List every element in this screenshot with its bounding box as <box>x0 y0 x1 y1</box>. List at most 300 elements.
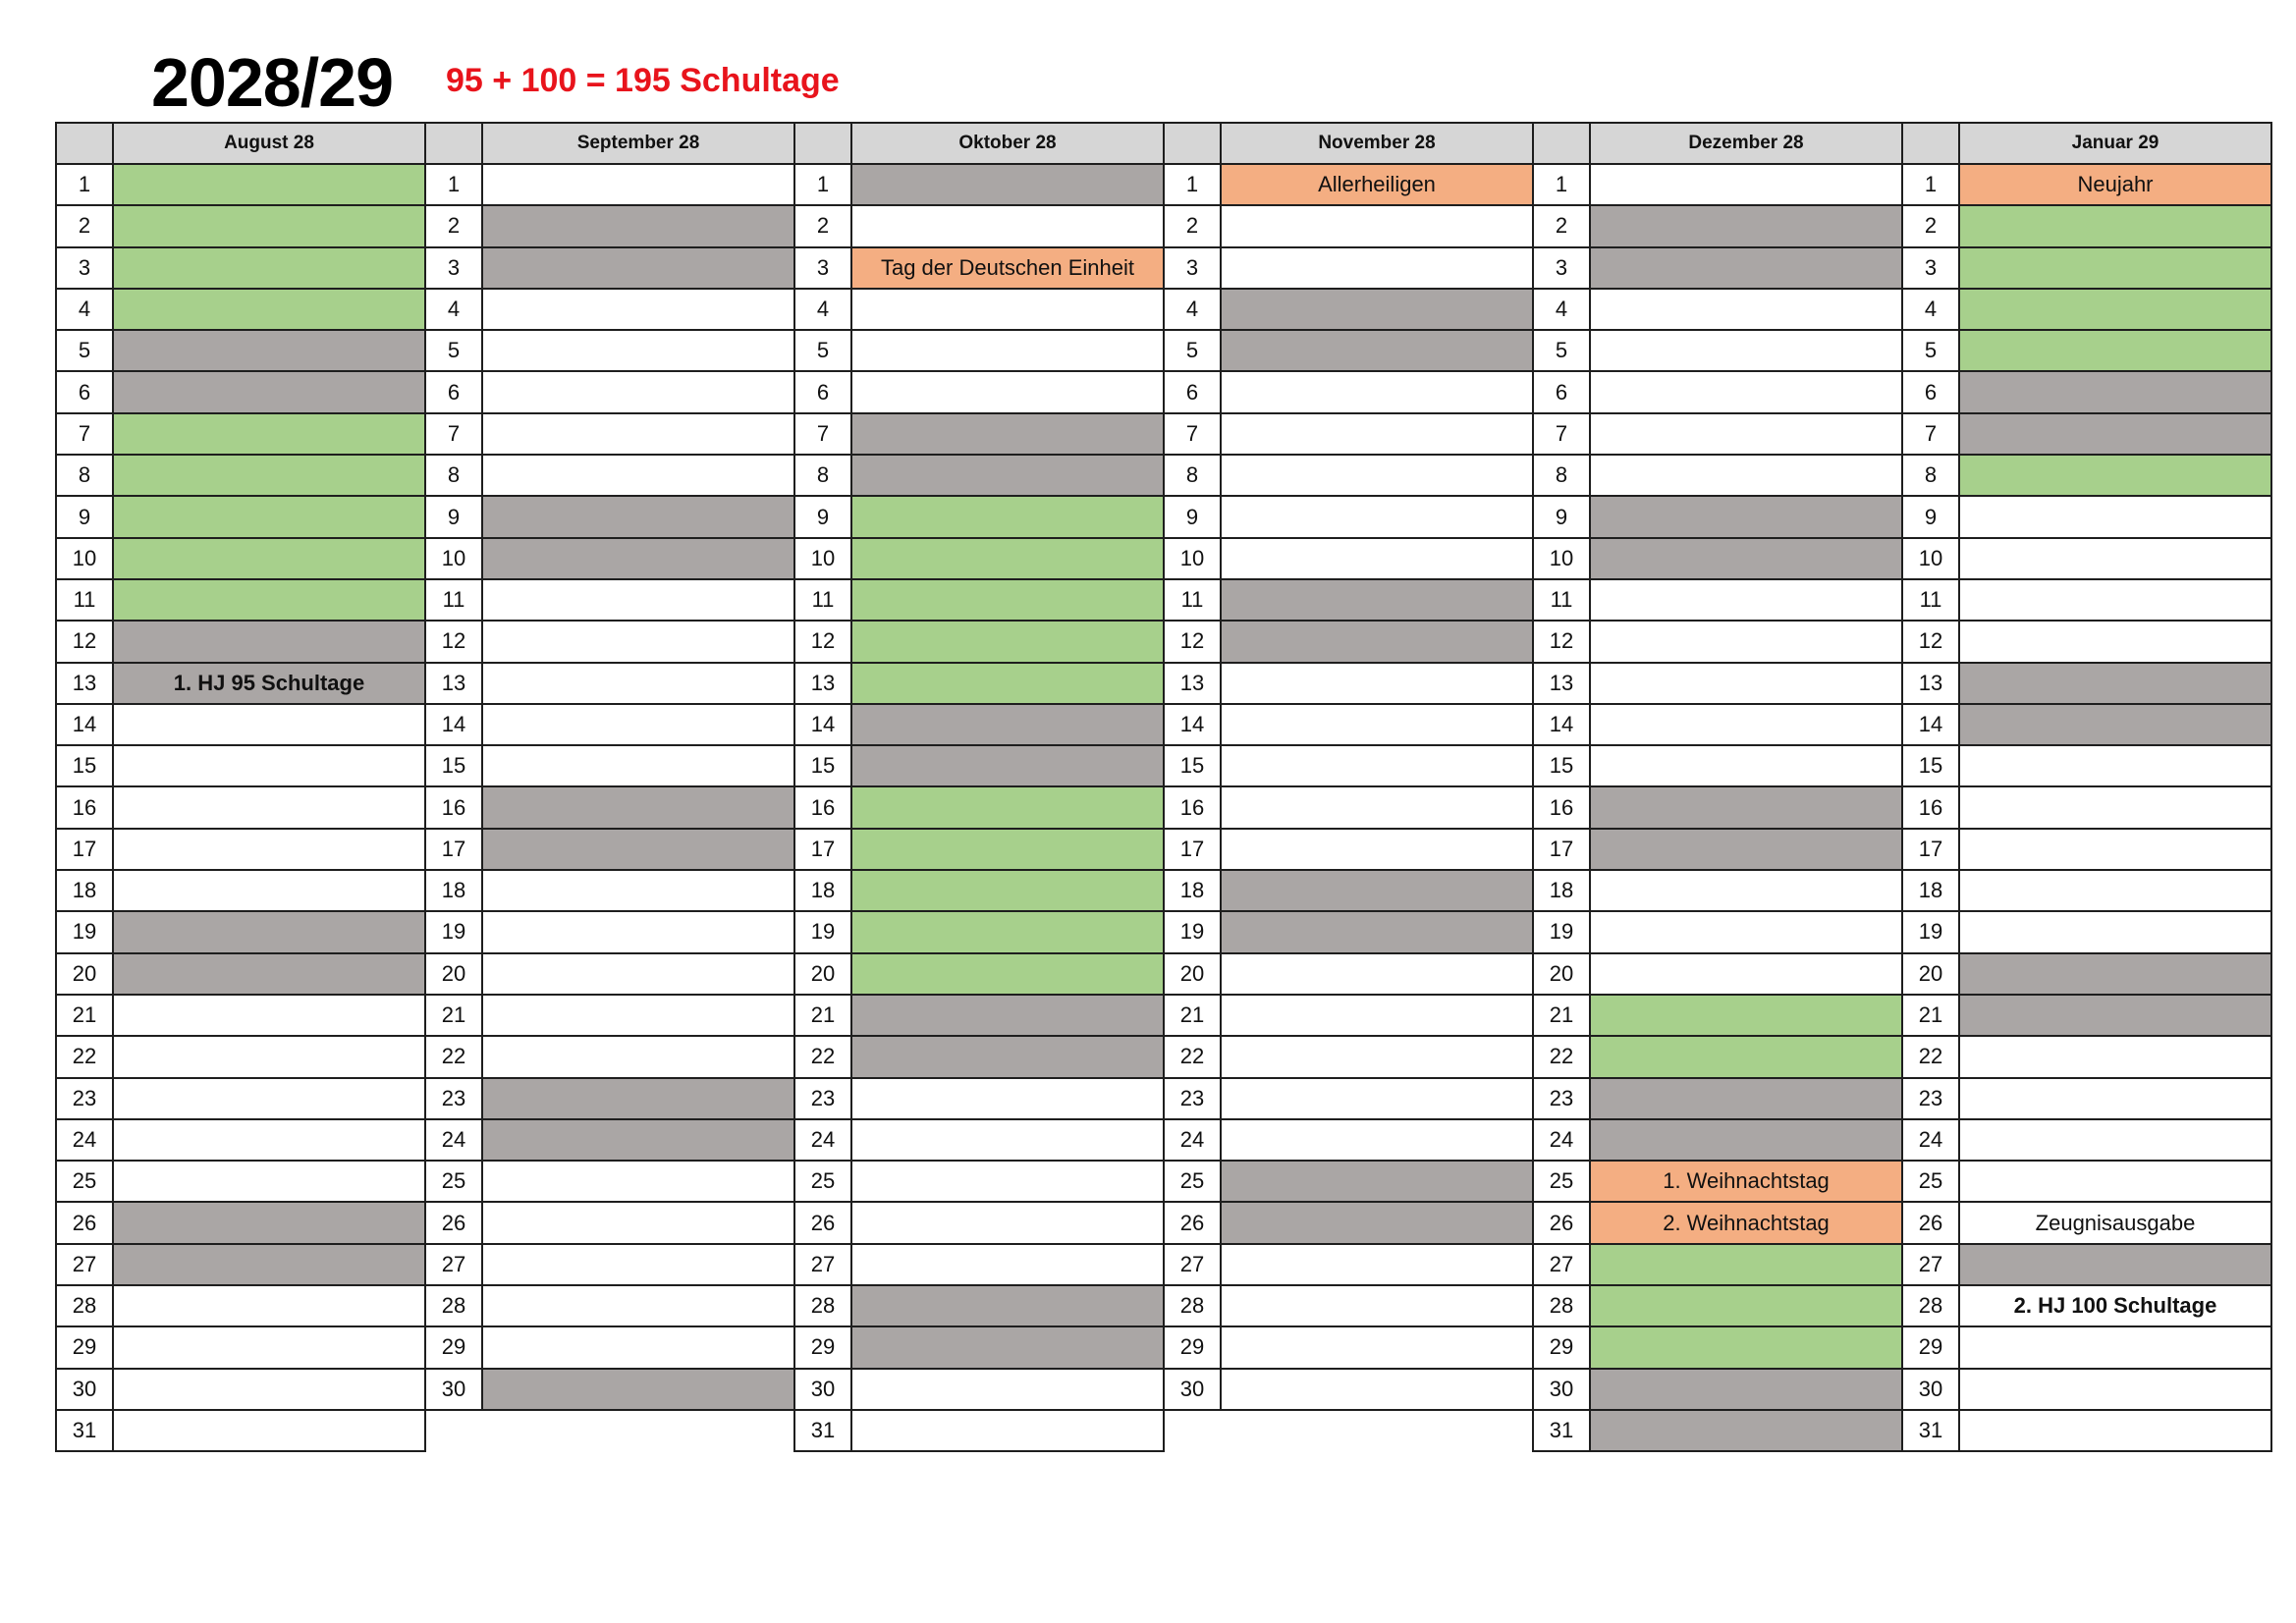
month-header-spacer <box>794 123 851 164</box>
day-number: 16 <box>794 786 851 828</box>
day-cell <box>1221 205 1533 246</box>
day-row <box>56 829 2271 870</box>
day-cell <box>113 829 425 870</box>
day-number: 17 <box>1533 829 1590 870</box>
day-row <box>56 1078 2271 1119</box>
day-number: 4 <box>794 289 851 330</box>
day-number: 15 <box>1533 745 1590 786</box>
month-header: Dezember 28 <box>1590 123 1902 164</box>
day-cell <box>1221 953 1533 995</box>
day-row <box>56 786 2271 828</box>
school-days-summary: 95 + 100 = 195 Schultage <box>446 62 840 99</box>
empty-cell <box>425 1410 482 1451</box>
day-number: 10 <box>1533 538 1590 579</box>
day-row <box>56 496 2271 537</box>
day-cell <box>113 704 425 745</box>
day-number: 30 <box>1902 1369 1959 1410</box>
day-number: 27 <box>1902 1244 1959 1285</box>
day-number: 12 <box>1164 621 1221 662</box>
day-cell <box>851 330 1164 371</box>
day-cell <box>851 371 1164 412</box>
day-number: 3 <box>1164 247 1221 289</box>
day-cell <box>1959 995 2271 1036</box>
day-number: 8 <box>1902 455 1959 496</box>
day-cell <box>113 579 425 621</box>
day-row <box>56 205 2271 246</box>
day-number: 30 <box>56 1369 113 1410</box>
day-number: 4 <box>425 289 482 330</box>
day-cell: Zeugnisausgabe <box>1959 1202 2271 1243</box>
day-cell <box>1590 1078 1902 1119</box>
day-number: 13 <box>794 663 851 704</box>
day-cell <box>1959 455 2271 496</box>
day-number: 26 <box>56 1202 113 1243</box>
day-number: 9 <box>425 496 482 537</box>
day-number: 4 <box>1902 289 1959 330</box>
day-cell <box>113 164 425 205</box>
day-cell <box>851 579 1164 621</box>
day-cell <box>851 1036 1164 1077</box>
day-number: 9 <box>1164 496 1221 537</box>
day-number: 26 <box>1902 1202 1959 1243</box>
day-cell <box>1590 164 1902 205</box>
day-number: 15 <box>425 745 482 786</box>
day-cell <box>1221 1119 1533 1161</box>
day-cell <box>1221 829 1533 870</box>
day-cell <box>851 538 1164 579</box>
day-number: 10 <box>1164 538 1221 579</box>
day-number: 8 <box>1533 455 1590 496</box>
day-cell <box>1590 1244 1902 1285</box>
day-number: 8 <box>56 455 113 496</box>
day-cell <box>851 953 1164 995</box>
day-cell <box>851 1410 1164 1451</box>
day-cell <box>113 786 425 828</box>
day-cell <box>1590 1036 1902 1077</box>
day-cell <box>1959 1078 2271 1119</box>
day-cell <box>1590 1119 1902 1161</box>
day-cell <box>1959 289 2271 330</box>
day-cell <box>1590 1410 1902 1451</box>
day-number: 9 <box>794 496 851 537</box>
month-header-row <box>56 123 2271 164</box>
day-cell <box>851 413 1164 455</box>
day-cell <box>851 1078 1164 1119</box>
day-number: 29 <box>1902 1326 1959 1368</box>
day-number: 19 <box>794 911 851 952</box>
day-number: 3 <box>425 247 482 289</box>
month-header-spacer <box>56 123 113 164</box>
day-cell <box>851 1369 1164 1410</box>
day-number: 6 <box>794 371 851 412</box>
day-number: 19 <box>425 911 482 952</box>
day-number: 6 <box>425 371 482 412</box>
day-cell <box>1959 538 2271 579</box>
day-cell <box>1221 413 1533 455</box>
day-number: 27 <box>1533 1244 1590 1285</box>
day-number: 28 <box>794 1285 851 1326</box>
day-number: 18 <box>1533 870 1590 911</box>
day-cell <box>851 829 1164 870</box>
day-number: 23 <box>56 1078 113 1119</box>
day-number: 12 <box>425 621 482 662</box>
day-cell <box>1959 1244 2271 1285</box>
day-row <box>56 371 2271 412</box>
day-cell <box>482 870 794 911</box>
day-cell <box>482 1161 794 1202</box>
day-cell <box>482 413 794 455</box>
day-number: 17 <box>1902 829 1959 870</box>
day-number: 14 <box>1164 704 1221 745</box>
day-cell <box>113 1119 425 1161</box>
day-number: 13 <box>425 663 482 704</box>
day-row <box>56 995 2271 1036</box>
day-cell <box>113 205 425 246</box>
day-cell <box>1959 496 2271 537</box>
day-number: 7 <box>1533 413 1590 455</box>
day-cell <box>482 579 794 621</box>
day-number: 20 <box>425 953 482 995</box>
day-number: 21 <box>56 995 113 1036</box>
day-number: 1 <box>1533 164 1590 205</box>
day-cell <box>1959 205 2271 246</box>
day-cell <box>482 1326 794 1368</box>
day-number: 22 <box>1164 1036 1221 1077</box>
day-row <box>56 1326 2271 1368</box>
day-cell <box>113 455 425 496</box>
day-number: 25 <box>56 1161 113 1202</box>
day-number: 30 <box>1164 1369 1221 1410</box>
day-cell <box>1221 704 1533 745</box>
day-number: 17 <box>425 829 482 870</box>
month-header: August 28 <box>113 123 425 164</box>
day-cell: Allerheiligen <box>1221 164 1533 205</box>
day-cell <box>1221 455 1533 496</box>
day-cell <box>482 538 794 579</box>
day-number: 5 <box>1164 330 1221 371</box>
day-cell <box>851 704 1164 745</box>
day-cell <box>1221 1078 1533 1119</box>
day-cell <box>113 621 425 662</box>
day-row <box>56 1119 2271 1161</box>
day-number: 24 <box>425 1119 482 1161</box>
day-row <box>56 1244 2271 1285</box>
day-number: 15 <box>1902 745 1959 786</box>
day-number: 19 <box>1902 911 1959 952</box>
day-number: 25 <box>1533 1161 1590 1202</box>
day-cell <box>1221 330 1533 371</box>
day-number: 20 <box>794 953 851 995</box>
day-number: 19 <box>1533 911 1590 952</box>
day-cell <box>113 1244 425 1285</box>
day-number: 5 <box>1533 330 1590 371</box>
day-number: 5 <box>425 330 482 371</box>
day-row <box>56 745 2271 786</box>
day-number: 19 <box>56 911 113 952</box>
day-number: 20 <box>56 953 113 995</box>
day-number: 23 <box>425 1078 482 1119</box>
day-cell <box>113 413 425 455</box>
day-number: 12 <box>1533 621 1590 662</box>
day-cell <box>1221 1244 1533 1285</box>
day-number: 20 <box>1164 953 1221 995</box>
day-row <box>56 538 2271 579</box>
day-cell <box>1590 995 1902 1036</box>
day-cell <box>1590 455 1902 496</box>
day-cell <box>1959 330 2271 371</box>
day-cell <box>851 496 1164 537</box>
day-number: 29 <box>1164 1326 1221 1368</box>
day-cell <box>1959 579 2271 621</box>
day-number: 5 <box>56 330 113 371</box>
day-number: 1 <box>56 164 113 205</box>
day-cell <box>113 745 425 786</box>
day-cell <box>1590 289 1902 330</box>
day-cell: Neujahr <box>1959 164 2271 205</box>
day-number: 16 <box>1164 786 1221 828</box>
day-cell <box>1590 371 1902 412</box>
day-number: 14 <box>56 704 113 745</box>
day-row <box>56 1202 2271 1243</box>
day-number: 9 <box>1533 496 1590 537</box>
day-cell <box>1221 1369 1533 1410</box>
day-number: 23 <box>794 1078 851 1119</box>
day-cell <box>1590 911 1902 952</box>
day-cell: 1. Weihnachtstag <box>1590 1161 1902 1202</box>
day-number: 14 <box>425 704 482 745</box>
day-row <box>56 1161 2271 1202</box>
day-cell <box>113 953 425 995</box>
day-number: 30 <box>794 1369 851 1410</box>
day-cell <box>1221 1161 1533 1202</box>
day-number: 17 <box>56 829 113 870</box>
day-number: 1 <box>794 164 851 205</box>
day-number: 18 <box>56 870 113 911</box>
day-number: 5 <box>794 330 851 371</box>
day-cell <box>851 205 1164 246</box>
day-number: 14 <box>794 704 851 745</box>
day-number: 28 <box>1902 1285 1959 1326</box>
day-cell: Tag der Deutschen Einheit <box>851 247 1164 289</box>
day-number: 6 <box>1164 371 1221 412</box>
day-cell <box>1221 289 1533 330</box>
day-cell <box>1959 663 2271 704</box>
day-cell <box>1959 829 2271 870</box>
day-number: 12 <box>794 621 851 662</box>
day-row <box>56 164 2271 205</box>
day-number: 28 <box>1533 1285 1590 1326</box>
day-number: 9 <box>56 496 113 537</box>
day-number: 18 <box>794 870 851 911</box>
day-cell <box>482 995 794 1036</box>
day-number: 24 <box>1902 1119 1959 1161</box>
day-cell <box>1959 413 2271 455</box>
day-cell <box>1221 621 1533 662</box>
day-cell <box>851 1202 1164 1243</box>
day-number: 31 <box>794 1410 851 1451</box>
day-cell <box>1590 538 1902 579</box>
day-number: 11 <box>794 579 851 621</box>
day-row <box>56 455 2271 496</box>
day-number: 2 <box>1902 205 1959 246</box>
day-number: 1 <box>1164 164 1221 205</box>
day-number: 17 <box>794 829 851 870</box>
day-row <box>56 621 2271 662</box>
day-cell <box>482 663 794 704</box>
day-number: 21 <box>1902 995 1959 1036</box>
day-number: 20 <box>1533 953 1590 995</box>
day-number: 15 <box>794 745 851 786</box>
day-cell <box>1221 1036 1533 1077</box>
day-number: 5 <box>1902 330 1959 371</box>
calendar-table <box>55 122 2272 1452</box>
day-row <box>56 1285 2271 1326</box>
month-header-spacer <box>1533 123 1590 164</box>
day-cell <box>482 1285 794 1326</box>
day-cell <box>1590 247 1902 289</box>
day-number: 7 <box>794 413 851 455</box>
day-cell <box>113 371 425 412</box>
day-number: 3 <box>794 247 851 289</box>
day-cell <box>1959 1161 2271 1202</box>
day-number: 23 <box>1164 1078 1221 1119</box>
day-number: 11 <box>56 579 113 621</box>
day-number: 11 <box>1902 579 1959 621</box>
day-number: 10 <box>1902 538 1959 579</box>
day-cell <box>482 704 794 745</box>
day-number: 22 <box>1533 1036 1590 1077</box>
day-cell <box>1590 621 1902 662</box>
day-number: 25 <box>1902 1161 1959 1202</box>
day-cell <box>482 911 794 952</box>
day-number: 9 <box>1902 496 1959 537</box>
day-cell <box>1590 413 1902 455</box>
day-number: 19 <box>1164 911 1221 952</box>
day-cell <box>1959 1036 2271 1077</box>
day-number: 29 <box>56 1326 113 1368</box>
day-cell <box>1959 1410 2271 1451</box>
day-number: 2 <box>1533 205 1590 246</box>
day-cell <box>482 164 794 205</box>
day-number: 14 <box>1902 704 1959 745</box>
empty-cell <box>1164 1410 1221 1451</box>
day-cell <box>482 786 794 828</box>
empty-cell <box>482 1410 794 1451</box>
day-number: 10 <box>56 538 113 579</box>
day-number: 7 <box>1902 413 1959 455</box>
day-number: 11 <box>1533 579 1590 621</box>
day-cell <box>1959 1326 2271 1368</box>
day-number: 2 <box>1164 205 1221 246</box>
day-cell <box>1221 786 1533 828</box>
school-year-title: 2028/29 <box>151 44 394 121</box>
day-row <box>56 247 2271 289</box>
day-row <box>56 413 2271 455</box>
day-row <box>56 663 2271 704</box>
day-cell <box>113 1161 425 1202</box>
day-cell <box>1221 371 1533 412</box>
day-number: 2 <box>425 205 482 246</box>
day-number: 20 <box>1902 953 1959 995</box>
day-cell <box>1221 663 1533 704</box>
day-row <box>56 579 2271 621</box>
calendar-body <box>56 164 2271 1451</box>
day-number: 13 <box>56 663 113 704</box>
day-number: 22 <box>1902 1036 1959 1077</box>
day-cell <box>1959 745 2271 786</box>
day-cell <box>1590 1285 1902 1326</box>
day-number: 31 <box>1533 1410 1590 1451</box>
day-number: 28 <box>1164 1285 1221 1326</box>
day-cell: 2. HJ 100 Schultage <box>1959 1285 2271 1326</box>
day-cell <box>1221 911 1533 952</box>
day-cell <box>1959 1119 2271 1161</box>
day-cell <box>482 289 794 330</box>
day-cell <box>113 289 425 330</box>
day-cell <box>1221 579 1533 621</box>
day-cell <box>482 247 794 289</box>
day-cell <box>113 870 425 911</box>
day-number: 3 <box>56 247 113 289</box>
day-cell <box>113 1202 425 1243</box>
day-cell <box>851 663 1164 704</box>
day-number: 4 <box>56 289 113 330</box>
day-cell <box>1959 704 2271 745</box>
day-number: 16 <box>1902 786 1959 828</box>
day-number: 27 <box>56 1244 113 1285</box>
day-number: 17 <box>1164 829 1221 870</box>
month-header: Januar 29 <box>1959 123 2271 164</box>
day-number: 29 <box>1533 1326 1590 1368</box>
day-cell <box>113 1410 425 1451</box>
day-cell <box>113 1078 425 1119</box>
month-header-spacer <box>1164 123 1221 164</box>
day-cell <box>113 496 425 537</box>
day-cell <box>113 911 425 952</box>
day-cell <box>482 829 794 870</box>
day-cell <box>1221 745 1533 786</box>
day-number: 3 <box>1902 247 1959 289</box>
day-cell <box>1590 870 1902 911</box>
day-number: 21 <box>794 995 851 1036</box>
day-number: 15 <box>56 745 113 786</box>
day-number: 25 <box>1164 1161 1221 1202</box>
day-number: 25 <box>425 1161 482 1202</box>
day-cell <box>113 1369 425 1410</box>
day-cell <box>1590 663 1902 704</box>
day-number: 31 <box>1902 1410 1959 1451</box>
day-cell <box>113 1285 425 1326</box>
day-cell <box>482 1078 794 1119</box>
month-header-spacer <box>425 123 482 164</box>
day-cell <box>482 455 794 496</box>
day-number: 12 <box>1902 621 1959 662</box>
day-cell <box>1959 786 2271 828</box>
day-number: 16 <box>425 786 482 828</box>
month-header: November 28 <box>1221 123 1533 164</box>
day-number: 28 <box>425 1285 482 1326</box>
day-cell <box>1959 870 2271 911</box>
day-cell <box>1221 496 1533 537</box>
day-cell <box>851 1161 1164 1202</box>
month-header-spacer <box>1902 123 1959 164</box>
day-number: 24 <box>794 1119 851 1161</box>
day-number: 26 <box>1533 1202 1590 1243</box>
day-cell: 2. Weihnachtstag <box>1590 1202 1902 1243</box>
day-cell <box>113 995 425 1036</box>
day-cell <box>851 164 1164 205</box>
day-number: 16 <box>1533 786 1590 828</box>
